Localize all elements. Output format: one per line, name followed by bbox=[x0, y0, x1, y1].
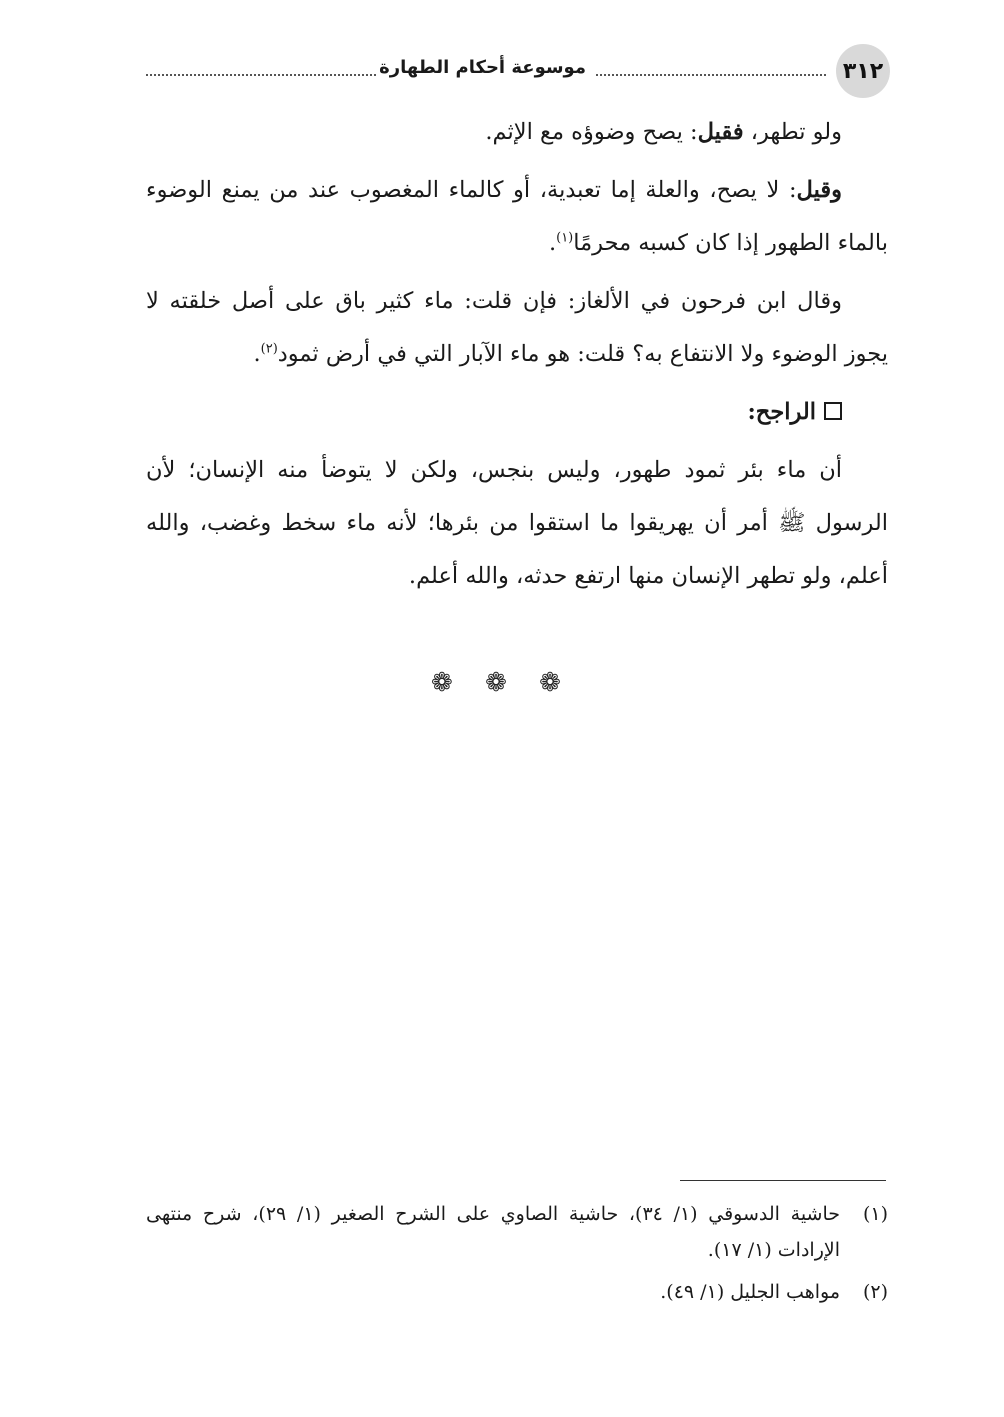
page-header bbox=[146, 44, 890, 100]
header-dotted-leader-left bbox=[146, 74, 376, 76]
footnote-number: (٢) bbox=[862, 1281, 888, 1303]
paragraph-1-bold-term: فقيل bbox=[697, 119, 744, 145]
paragraph-2-end: . bbox=[548, 230, 557, 256]
footnotes bbox=[146, 1196, 888, 1316]
running-title: موسوعة أحكام الطهارة bbox=[371, 57, 594, 78]
paragraph-1-text: : يصح وضوؤه مع الإثم. bbox=[485, 119, 698, 145]
footnote-text: مواهب الجليل (١/ ٤٩). bbox=[660, 1281, 840, 1303]
footnote-ref-2[interactable]: (٢) bbox=[260, 341, 278, 357]
checkbox-square-icon bbox=[824, 402, 842, 420]
paragraph-2-bold-term: وقيل bbox=[796, 177, 842, 203]
paragraph-3 bbox=[146, 275, 888, 381]
paragraph-4-text: أن ماء بئر ثمود طهور، وليس بنجس، ولكن لا يتوضأ منه الإنسان؛ لأن الرسول ﷺ أمر أن يهريقوا ما استقوا من بئرها؛ لأنه ماء سخط وغضب، والله أعلم، ولو تطهر الإنسان منها ارتفع حدثه، والله أعلم. bbox=[146, 457, 888, 589]
paragraph-2 bbox=[146, 164, 888, 270]
footnote-ref-1[interactable]: (١) bbox=[556, 230, 574, 246]
page-number-badge: ٣١٢ bbox=[836, 44, 890, 98]
section-heading bbox=[146, 386, 888, 439]
section-heading-text: الراجح: bbox=[747, 399, 816, 425]
paragraph-2-text: : لا يصح، والعلة إما تعبدية، أو كالماء المغصوب عند من يمنع الوضوء بالماء الطهور إذا كان كسبه محرمًا bbox=[146, 177, 888, 256]
paragraph-3-text: وقال ابن فرحون في الألغاز: فإن قلت: ماء كثير باق على أصل خلقته لا يجوز الوضوء ولا الانتفاع به؟ قلت: هو ماء الآبار التي في أرض ثمود bbox=[146, 288, 888, 367]
footnote-item bbox=[146, 1274, 888, 1310]
footnote-item bbox=[146, 1196, 888, 1268]
section-end-ornament: ❁ ❁ ❁ bbox=[431, 668, 573, 698]
paragraph-3-end: . bbox=[253, 341, 261, 367]
paragraph-4 bbox=[146, 444, 888, 603]
paragraph-1 bbox=[146, 106, 888, 159]
paragraph-1-lead: ولو تطهر، bbox=[743, 119, 842, 145]
header-dotted-leader-right bbox=[596, 74, 826, 76]
footnote-text: حاشية الدسوقي (١/ ٣٤)، حاشية الصاوي على الشرح الصغير (١/ ٢٩)، شرح منتهى الإرادات (١/ ١٧). bbox=[146, 1203, 841, 1261]
footnote-number: (١) bbox=[862, 1203, 888, 1225]
footnote-separator bbox=[680, 1180, 886, 1181]
main-text bbox=[146, 106, 888, 608]
